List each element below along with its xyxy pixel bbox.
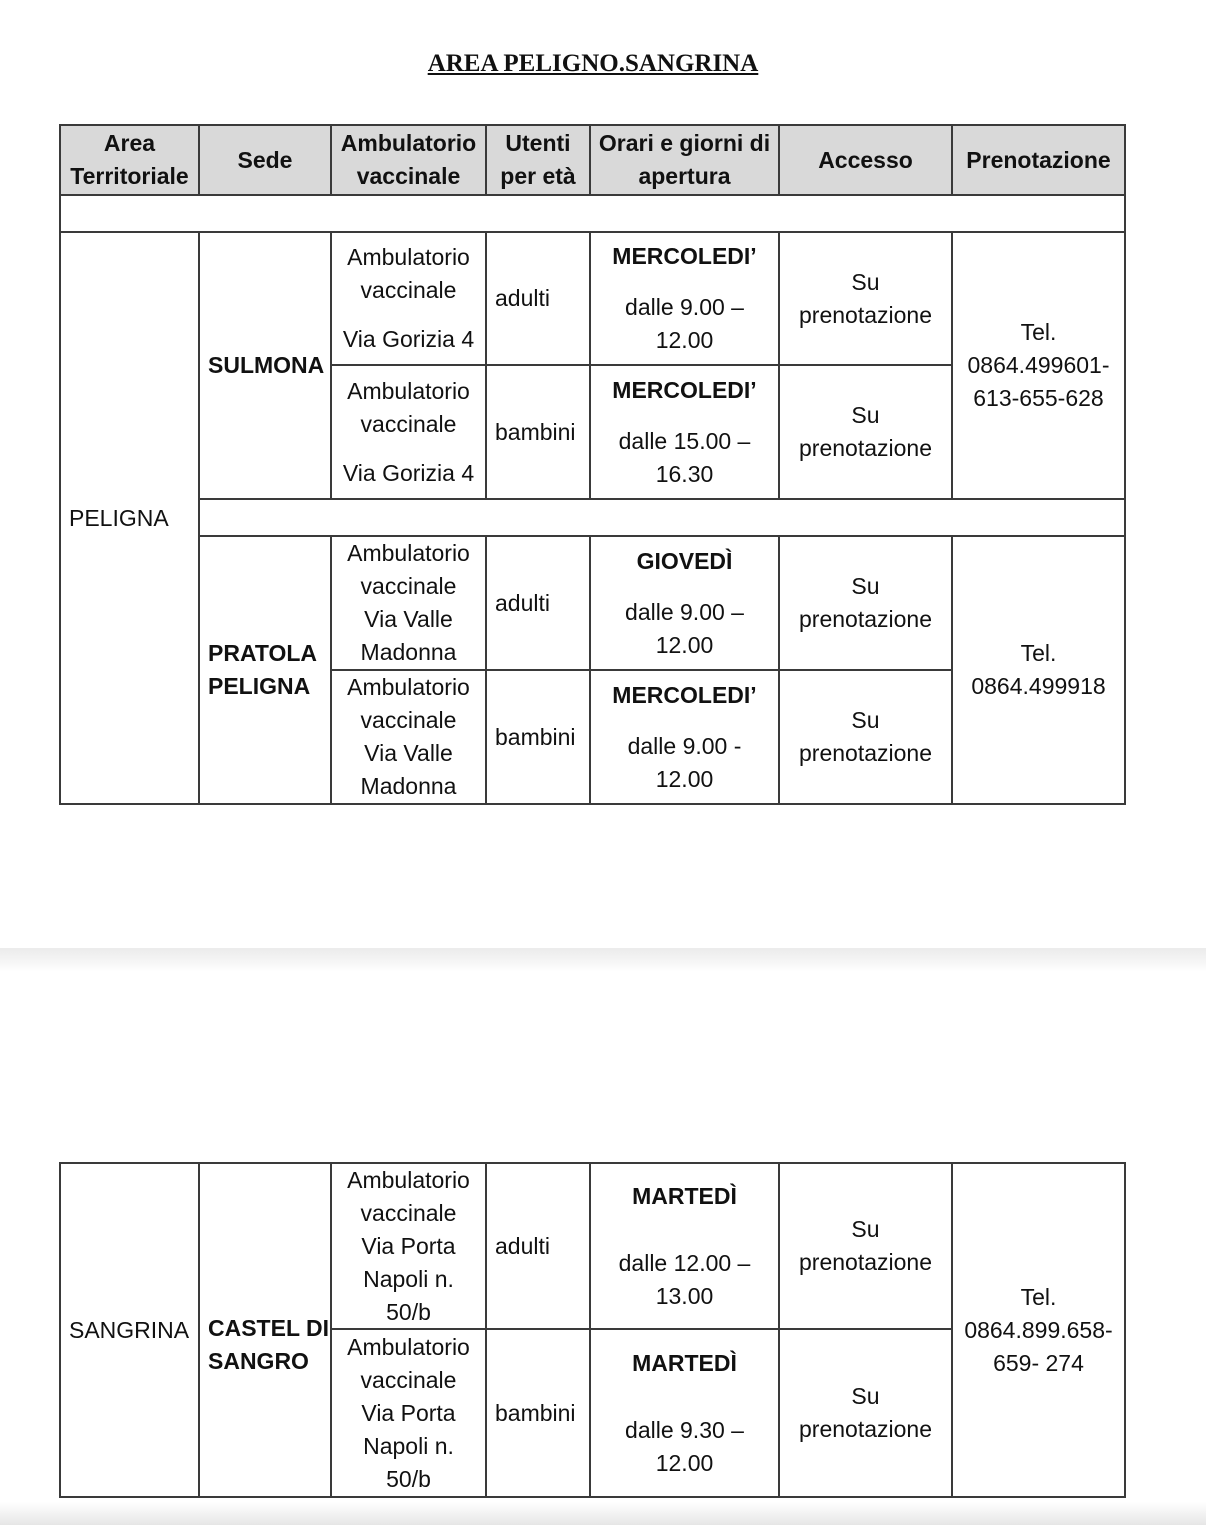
pratola-adulti-accesso: Su prenotazione: [799, 573, 932, 632]
header-ambulatorio: Ambulatorio vaccinale: [340, 130, 477, 189]
page-break: [0, 948, 1206, 972]
pratola-adulti-utenti: adulti: [495, 589, 550, 616]
sangrina-bambini-utenti: bambini: [495, 1399, 576, 1426]
sulmona-adulti-accesso: Su prenotazione: [799, 268, 932, 328]
area-sangrina: SANGRINA: [69, 1316, 190, 1343]
sede-castel-di-sangro: CASTEL DI SANGRO: [208, 1315, 329, 1374]
sangrina-bambini-orari: MARTEDÌ dalle 9.30 – 12.00: [625, 1349, 744, 1476]
spacer-row: [59, 194, 1126, 233]
sede-sulmona: SULMONA: [208, 352, 325, 378]
pratola-bambini-ambulatorio: Ambulatorio vaccinale Via Valle Madonna: [347, 674, 470, 799]
sangrina-adulti-ambulatorio: Ambulatorio vaccinale Via Porta Napoli n. 50/b: [347, 1166, 470, 1325]
sulmona-bambini-orari: MERCOLEDI’ dalle 15.00 – 16.30: [612, 376, 757, 487]
header-accesso: Accesso: [818, 146, 913, 173]
sangrina-prenotazione-phone: Tel. 0864.899.658- 659- 274: [964, 1283, 1113, 1376]
pratola-adulti-orari: GIOVEDÌ dalle 9.00 – 12.00: [625, 547, 744, 658]
sulmona-bambini-accesso: Su prenotazione: [799, 402, 932, 461]
header-orari: Orari e giorni di apertura: [598, 130, 771, 189]
header-utenti: Utenti per età: [500, 130, 576, 189]
pratola-bambini-orari: MERCOLEDI’ dalle 9.00 - 12.00: [612, 681, 757, 792]
pratola-bambini-utenti: bambini: [495, 723, 576, 750]
header-area-territoriale: Area Territoriale: [70, 130, 189, 189]
page-bottom-edge: [0, 1502, 1206, 1525]
pratola-prenotazione-phone: Tel. 0864.499918: [971, 640, 1106, 699]
sangrina-adulti-orari: MARTEDÌ dalle 12.00 – 13.00: [618, 1182, 751, 1309]
sulmona-adulti-orari: MERCOLEDI’ dalle 9.00 – 12.00: [612, 243, 757, 353]
header-prenotazione: Prenotazione: [966, 146, 1111, 173]
sangrina-bambini-ambulatorio: Ambulatorio vaccinale Via Porta Napoli n. 50/b: [347, 1333, 470, 1492]
sulmona-prenotazione-phone: Tel. 0864.499601- 613-655-628: [967, 319, 1110, 411]
area-peligna: PELIGNA: [69, 504, 169, 531]
sulmona-bambini-utenti: bambini: [495, 418, 576, 445]
sulmona-adulti-utenti: adulti: [495, 285, 550, 311]
sede-pratola-peligna: PRATOLA PELIGNA: [208, 640, 318, 699]
sulmona-bambini-ambulatorio: Ambulatorio vaccinale Via Gorizia 4: [342, 377, 475, 486]
page-title: AREA PELIGNO.SANGRINA: [427, 50, 759, 77]
sangrina-adulti-utenti: adulti: [495, 1232, 550, 1259]
sangrina-bambini-accesso: Su prenotazione: [799, 1383, 932, 1442]
header-sede: Sede: [237, 146, 293, 173]
pratola-bambini-accesso: Su prenotazione: [799, 707, 932, 766]
pratola-adulti-ambulatorio: Ambulatorio vaccinale Via Valle Madonna: [347, 540, 470, 665]
sulmona-adulti-ambulatorio: Ambulatorio vaccinale Via Gorizia 4: [342, 244, 475, 352]
sangrina-adulti-accesso: Su prenotazione: [799, 1216, 932, 1275]
